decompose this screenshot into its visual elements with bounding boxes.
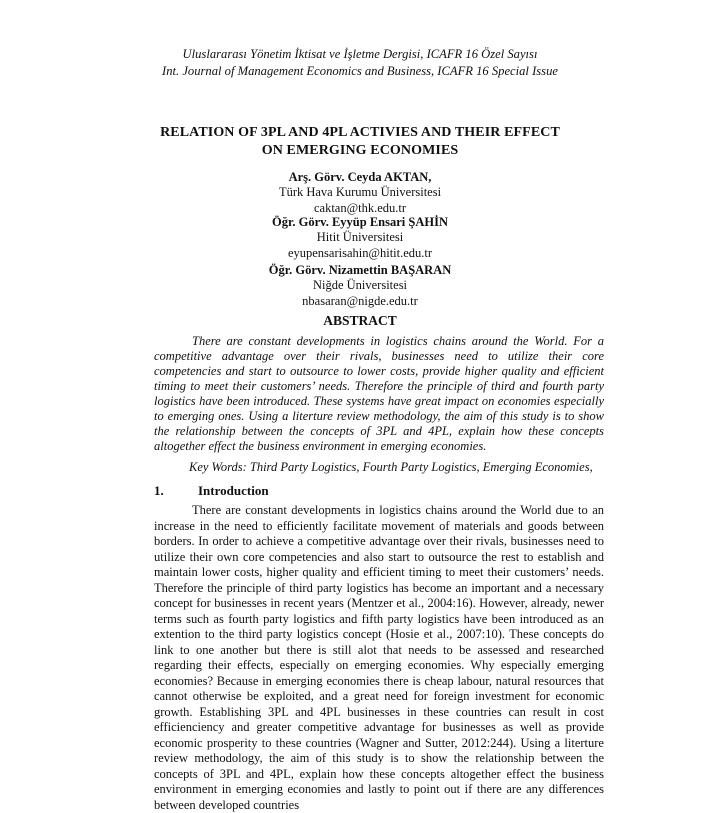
author-email: eyupensarisahin@hitit.edu.tr (287, 245, 433, 260)
section-number: 1. (154, 483, 164, 498)
abstract-heading: ABSTRACT (323, 313, 397, 328)
abstract-text: There are constant developments in logistics chains around the World. For a competitive advantage over their rivals, businesses need to utilize their core competencies and start to outsource to lower costs, provide higher quality and efficient timing to meet their customers’ needs. Therefore the principle of third and fourth party logistics have been introduced. These systems have great impact on economies especially to emerging ones. Using a literture review methodology, the aim of this study is to show the relationship between the concepts of 3PL and 4PL, explain how these concepts altogether effect the business environment in emerging economies. (154, 334, 604, 453)
journal-header (0, 46, 720, 80)
author-block-1 (0, 169, 720, 216)
keywords: Key Words: Third Party Logistics, Fourth Party Logistics, Emerging Economies, (189, 460, 593, 474)
author-block-2 (0, 214, 720, 261)
paper-title (0, 124, 720, 160)
author-affiliation: Hitit Üniversitesi (316, 230, 404, 244)
author-block-3 (0, 262, 720, 309)
author-affiliation: Türk Hava Kurumu Üniversitesi (278, 185, 442, 199)
author-email: caktan@thk.edu.tr (313, 200, 407, 215)
journal-name-english: Int. Journal of Management Economics and Business, ICAFR 16 Special Issue (162, 64, 558, 78)
author-name: Öğr. Görv. Nizamettin BAŞARAN (268, 263, 452, 277)
title-line-2: ON EMERGING ECONOMIES (261, 143, 459, 158)
author-email: nbasaran@nigde.edu.tr (302, 293, 418, 308)
title-line-1: RELATION OF 3PL AND 4PL ACTIVIES AND THEIR EFFECT (160, 125, 560, 140)
journal-name-turkish: Uluslararası Yönetim İktisat ve İşletme Dergisi, ICAFR 16 Özel Sayısı (182, 47, 538, 61)
author-name: Öğr. Görv. Eyyüp Ensari ŞAHİN (272, 215, 448, 229)
section-title: Introduction (198, 483, 269, 498)
author-name: Arş. Görv. Ceyda AKTAN, (288, 170, 432, 184)
introduction-paragraph: There are constant developments in logistics chains around the World due to an increase in the need to efficiently facilitate movement of materials and goods between borders. In order to achieve a competitive advantage over their rivals, businesses need to utilize their own core competencies and also start to outsource the rest to establish and maintain lower costs, higher quality and efficient timing to meet their customers’ needs. Therefore the principle of third party logistics has become an important and a necessary concept for businesses in recent years (Mentzer et al., 2004:16). However, already, newer terms such as fourth party logistics and fifth party logistics have been introduced as an extention to the third party logistics concept (Hosie et al., 2007:10). These concepts do link to one another but there is still alot that needs to be assessed and researched regarding their effects, especially on emerging economies. Why especially emerging economies? Because in emerging economies there is cheap labour, natural resources that cannot otherwise be exploited, and a great need for foreign investment for economic growth. Establishing 3PL and 4PL businesses in these countries can result in cost efficienciency and greater competitive advantage for businesses as well as provide economic prosperity to these countries (Wagner and Sutter, 2012:244). Using a literture review methodology, the aim of this study is to show the relationship between the concepts of 3PL and 4PL, explain how these concepts altogether effect the business environment in emerging economies and lastly to point out if there are any differences between developed countries (154, 503, 604, 812)
author-affiliation: Niğde Üniversitesi (312, 278, 408, 292)
